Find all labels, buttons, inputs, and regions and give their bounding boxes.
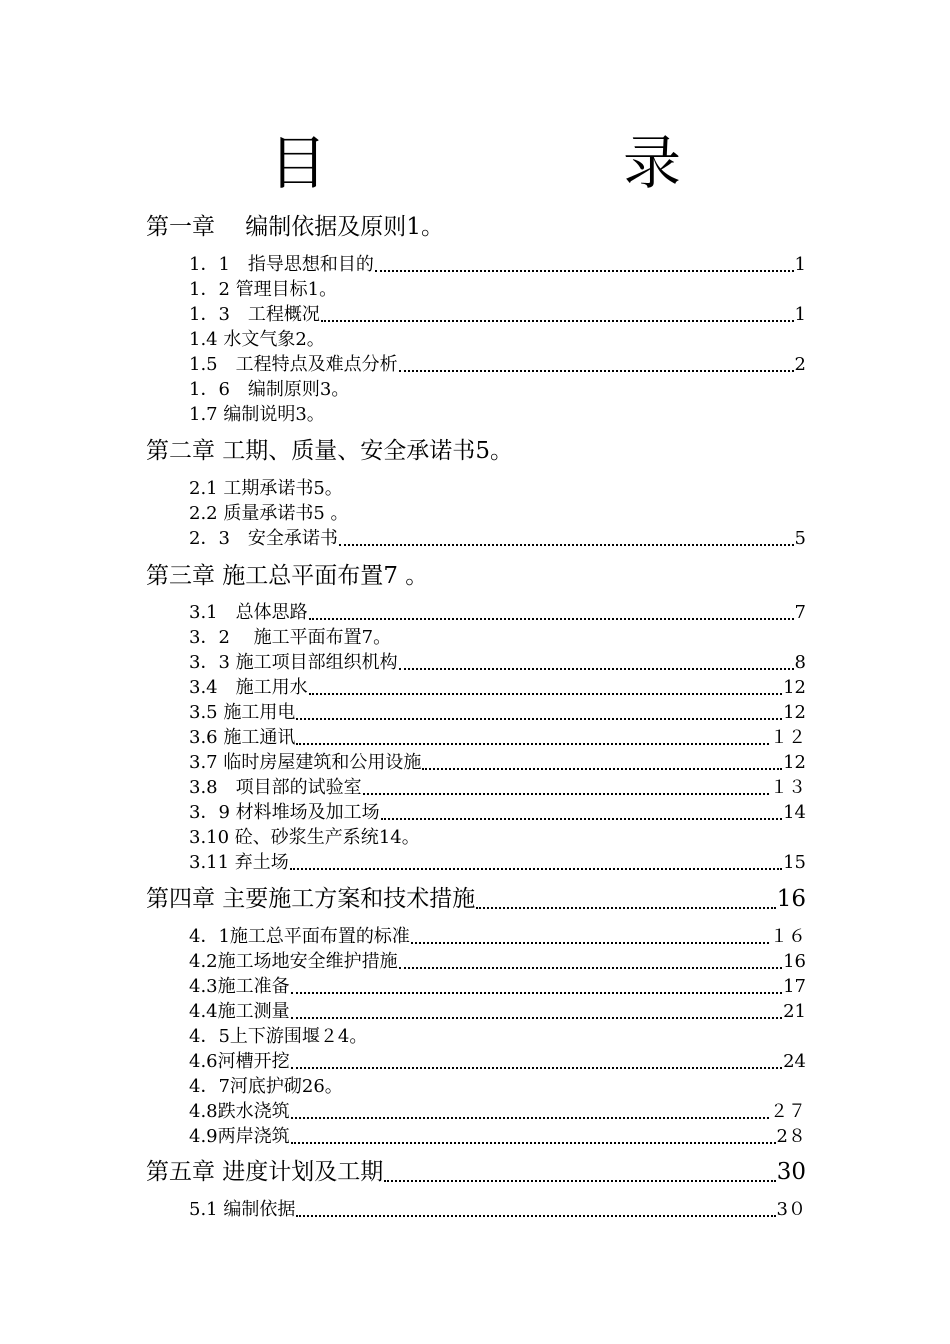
toc-section-label: 3.7 临时房屋建筑和公用设施: [189, 752, 422, 773]
toc-chapter-page-number: 30: [776, 1159, 806, 1185]
toc-section-label: 1.4 水文气象: [189, 329, 296, 350]
toc-section-page-number: １６: [770, 926, 806, 947]
dot-leader: [321, 320, 794, 322]
toc-section-label: 3.6 施工通讯: [189, 727, 296, 748]
toc-section-page-number: 5 。: [313, 503, 349, 524]
toc-section-label: 4.9两岸浇筑: [189, 1126, 290, 1147]
toc-section[interactable]: [189, 972, 806, 998]
toc-section-page-number: 2: [794, 354, 806, 375]
toc-section-label: 3．3 施工项目部组织机构: [189, 652, 398, 673]
toc-section-label: 2.2 质量承诺书: [189, 503, 314, 524]
dot-leader: [399, 370, 794, 372]
toc-section[interactable]: [189, 698, 806, 724]
toc-section-page-number: 14。: [378, 827, 420, 848]
toc-chapter-page-number: 5。: [475, 438, 513, 464]
dot-leader: [296, 1215, 775, 1217]
toc-section-label: 1.7 编制说明: [189, 404, 296, 425]
toc-section-label: 3.8 项目部的试验室: [189, 777, 362, 798]
toc-section[interactable]: [189, 275, 337, 301]
toc-chapter[interactable]: [146, 557, 428, 590]
toc-section-page-number: 3。: [295, 404, 325, 425]
toc-section[interactable]: [189, 400, 325, 426]
toc-section-label: 3．9 材料堆场及加工场: [189, 802, 380, 823]
toc-section[interactable]: [189, 748, 806, 774]
dot-leader: [375, 270, 794, 272]
toc-section-label: 4．1施工总平面布置的标准: [189, 926, 410, 947]
toc-section-page-number: 2８: [776, 1126, 806, 1147]
toc-section[interactable]: [189, 673, 806, 699]
toc-section-label: 3.5 施工用电: [189, 702, 296, 723]
toc-section[interactable]: [189, 300, 806, 326]
toc-section[interactable]: [189, 325, 325, 351]
toc-section[interactable]: [189, 723, 806, 749]
toc-section-page-number: 15: [783, 852, 806, 873]
toc-chapter-label: 第五章 进度计划及工期: [146, 1159, 384, 1185]
toc-section-label: 3.1 总体思路: [189, 602, 308, 623]
toc-section[interactable]: [189, 1047, 806, 1073]
toc-section-label: 4.8跌水浇筑: [189, 1101, 290, 1122]
toc-section-label: 4．7河底护砌: [189, 1076, 302, 1097]
toc-section-label: 4．5上下游围堰: [189, 1026, 320, 1047]
toc-section-page-number: 24: [783, 1051, 806, 1072]
toc-section-label: 1．6 编制原则: [189, 379, 320, 400]
toc-section-page-number: 12: [783, 702, 806, 723]
dot-leader: [290, 868, 782, 870]
toc-section[interactable]: [189, 1072, 343, 1098]
toc-section[interactable]: [189, 623, 391, 649]
toc-section-page-number: １３: [770, 777, 806, 798]
toc-section-label: 3.10 砼、砂浆生产系统: [189, 827, 379, 848]
toc-chapter-label: 第一章 编制依据及原则: [146, 214, 407, 240]
toc-section-page-number: 17: [783, 976, 806, 997]
toc-section-label: 4.6河槽开挖: [189, 1051, 290, 1072]
toc-section[interactable]: [189, 375, 349, 401]
dot-leader: [384, 1180, 775, 1182]
dot-leader: [339, 544, 794, 546]
toc-section-label: 2．3 安全承诺书: [189, 528, 338, 549]
toc-section-page-number: 8: [794, 652, 806, 673]
toc-chapter-page-number: 1。: [406, 214, 444, 240]
toc-section-page-number: １２: [770, 727, 806, 748]
toc-section-page-number: 5: [794, 528, 806, 549]
toc-section-page-number: 14: [783, 802, 806, 823]
dot-leader: [399, 967, 782, 969]
toc-section[interactable]: [189, 922, 806, 948]
toc-title: 目 录: [268, 129, 741, 197]
toc-section[interactable]: [189, 1122, 806, 1148]
toc-section-page-number: 7: [794, 602, 806, 623]
toc-section-label: 3.11 弃土场: [189, 852, 289, 873]
toc-section[interactable]: [189, 250, 806, 276]
toc-section-label: 1．3 工程概况: [189, 304, 320, 325]
toc-section-label: 2.1 工期承诺书: [189, 478, 314, 499]
toc-chapter-label: 第三章 施工总平面布置: [146, 563, 384, 589]
toc-section[interactable]: [189, 823, 420, 849]
toc-section[interactable]: [189, 997, 806, 1023]
toc-section-label: 1．1 指导思想和目的: [189, 254, 374, 275]
toc-section[interactable]: [189, 848, 806, 874]
dot-leader: [381, 818, 782, 820]
dot-leader: [399, 668, 794, 670]
toc-section-label: 4.2施工场地安全维护措施: [189, 951, 398, 972]
dot-leader: [411, 942, 769, 944]
toc-section[interactable]: [189, 1195, 806, 1221]
dot-leader: [296, 718, 782, 720]
toc-section-page-number: 12: [783, 752, 806, 773]
toc-section-label: 3．2 施工平面布置: [189, 627, 362, 648]
toc-chapter-label: 第四章 主要施工方案和技术措施: [146, 886, 476, 912]
dot-leader: [309, 693, 782, 695]
toc-section-page-number: 2。: [295, 329, 325, 350]
toc-section-page-number: 7。: [361, 627, 392, 648]
dot-leader: [291, 1117, 769, 1119]
toc-section[interactable]: [189, 524, 806, 550]
dot-leader: [291, 1017, 782, 1019]
toc-section[interactable]: [189, 598, 806, 624]
toc-section[interactable]: [189, 1097, 806, 1123]
toc-section[interactable]: [189, 947, 806, 973]
toc-section-page-number: 16: [783, 951, 806, 972]
toc-section-label: 1.5 工程特点及难点分析: [189, 354, 398, 375]
toc-chapter[interactable]: [146, 432, 513, 465]
toc-chapter[interactable]: [146, 208, 444, 241]
toc-section-page-number: ２4。: [319, 1026, 368, 1047]
dot-leader: [291, 1067, 782, 1069]
toc-section-label: 4.4施工测量: [189, 1001, 290, 1022]
toc-section-page-number: 26。: [301, 1076, 343, 1097]
toc-section-page-number: 1: [794, 304, 806, 325]
toc-chapter-page-number: 7 。: [383, 563, 429, 589]
toc-section[interactable]: [189, 1022, 367, 1048]
dot-leader: [291, 992, 782, 994]
toc-section-page-number: 1。: [307, 279, 338, 300]
toc-section-page-number: 3０: [776, 1199, 806, 1220]
dot-leader: [363, 793, 769, 795]
toc-section[interactable]: [189, 350, 806, 376]
toc-chapter[interactable]: [146, 880, 806, 913]
toc-section-page-number: ２７: [770, 1101, 806, 1122]
toc-section-label: 3.4 施工用水: [189, 677, 308, 698]
toc-chapter-page-number: 16: [776, 886, 806, 912]
dot-leader: [309, 618, 794, 620]
toc-section-page-number: 1: [794, 254, 806, 275]
toc-section[interactable]: [189, 648, 806, 674]
toc-section-page-number: 3。: [319, 379, 350, 400]
dot-leader: [291, 1142, 776, 1144]
toc-section-label: 1．2 管理目标: [189, 279, 308, 300]
dot-leader: [296, 743, 769, 745]
dot-leader: [476, 907, 775, 909]
dot-leader: [422, 768, 782, 770]
toc-section-label: 4.3施工准备: [189, 976, 290, 997]
toc-section[interactable]: [189, 773, 806, 799]
toc-section-label: 5.1 编制依据: [189, 1199, 296, 1220]
toc-section-page-number: 21: [783, 1001, 806, 1022]
toc-section-page-number: 12: [783, 677, 806, 698]
toc-chapter-label: 第二章 工期、质量、安全承诺书: [146, 438, 476, 464]
toc-section[interactable]: [189, 499, 349, 525]
toc-chapter[interactable]: [146, 1153, 806, 1186]
toc-section[interactable]: [189, 798, 806, 824]
toc-section-page-number: 5。: [313, 478, 343, 499]
toc-section[interactable]: [189, 474, 343, 500]
